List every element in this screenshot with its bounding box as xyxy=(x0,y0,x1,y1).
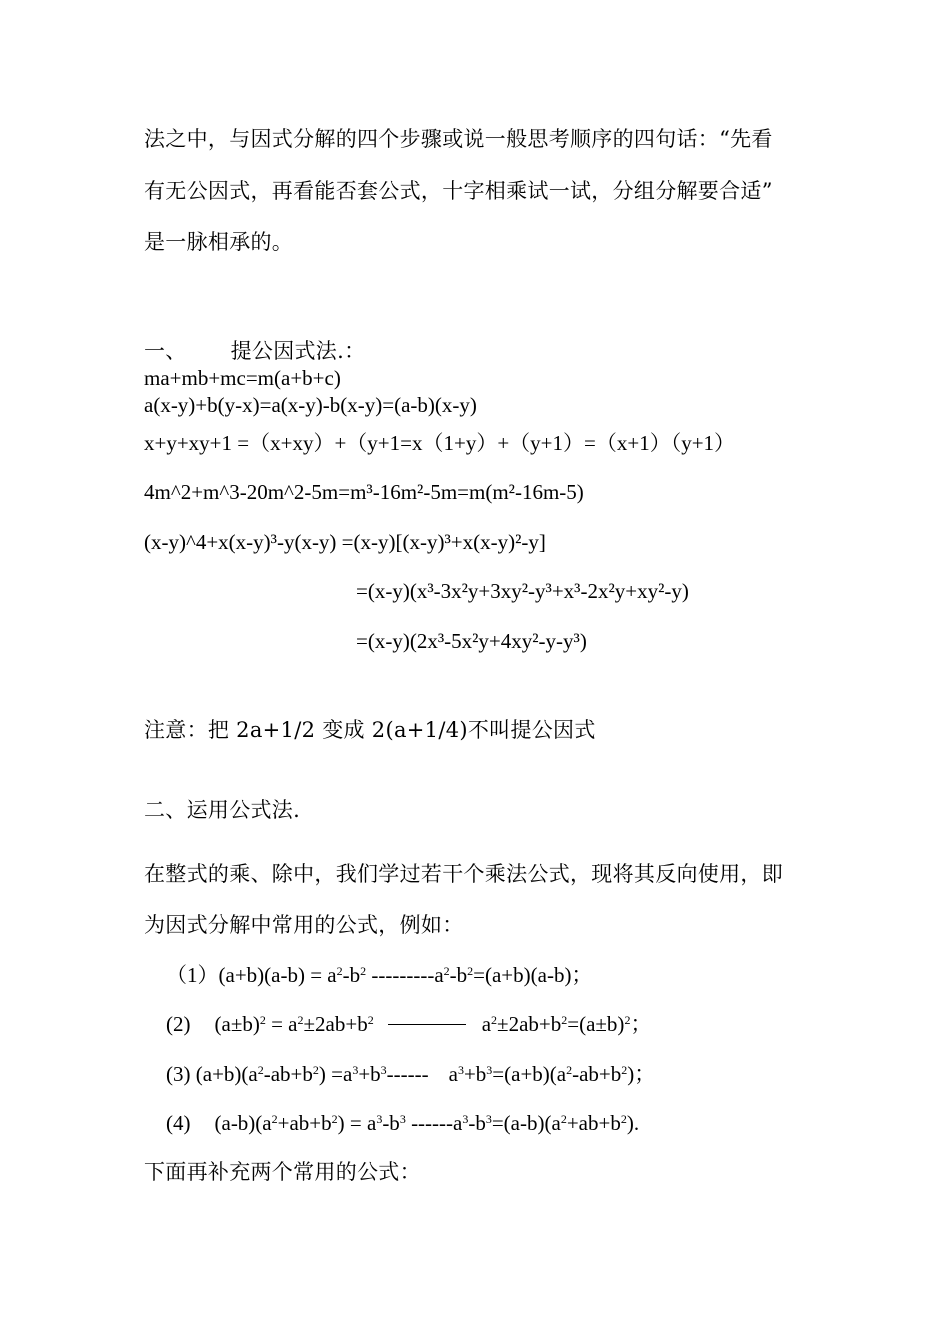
identity-2: (2) $(a\pm b)^2 = a^2\pm 2ab+b^2$ $a^2\pm 2ab+b^2=(a\pm b)^2$； xyxy=(166,1012,652,1036)
formula-line: x+y+xy+1 =（x+xy）+（y+1=x（1+y）+（y+1）=（x+1）（y+1） xyxy=(144,431,736,455)
section-1-heading xyxy=(144,338,365,364)
identity-number: (3) xyxy=(166,1062,191,1086)
long-dash xyxy=(388,1024,466,1025)
section-1-title: 提公因式法.： xyxy=(230,339,366,363)
formula-continuation: =(x-y)(2x³-5x²y+4xy²-y-y³) xyxy=(356,629,587,653)
formula-line: 4m^2+m^3-20m^2-5m=m³-16m²-5m=m(m²-16m-5) xyxy=(144,480,584,504)
identity-3: (3) $(a+b)(a^2-ab+b^2) =a^3+b^3------$ $a^3+b^3=(a+b)(a^2-ab+b^2)$； xyxy=(166,1062,656,1086)
note-line: 注意：把 2a+1/2 变成 2(a+1/4)不叫提公因式 xyxy=(144,718,596,742)
identity-4: (4) $(a-b)(a^2+ab+b^2) = a^3-b^3$ $------a^3-b^3=(a-b)(a^2+ab+b^2)$. xyxy=(166,1111,640,1135)
formula-continuation: =(x-y)(x³-3x²y+3xy²-y³+x³-2x²y+xy²-y) xyxy=(356,579,689,603)
intro-line-3: 是一脉相承的。 xyxy=(144,230,294,254)
section-2-para-line-2: 为因式分解中常用的公式，例如： xyxy=(144,913,464,937)
formula-line: ma+mb+mc=m(a+b+c) xyxy=(144,366,341,390)
identity-number: （1） xyxy=(166,963,219,987)
section-2-para-line-1: 在整式的乘、除中，我们学过若干个乘法公式，现将其反向使用，即 xyxy=(144,862,783,886)
intro-line-2: 有无公因式，再看能否套公式，十字相乘试一试，分组分解要合适” xyxy=(144,179,773,203)
formula-line: (x-y)^4+x(x-y)³-y(x-y) =(x-y)[(x-y)³+x(x-y)²-y] xyxy=(144,530,546,554)
identity-1: $(1)(a+b)(a-b) = a^2-b^2$ $---------a^2-b^2=(a+b)(a-b)$； xyxy=(166,963,593,987)
identity-number: (4) xyxy=(166,1111,191,1135)
section-2-heading: 二、运用公式法. xyxy=(144,798,301,822)
formula-line: a(x-y)+b(y-x)=a(x-y)-b(x-y)=(a-b)(x-y) xyxy=(144,393,477,417)
section-1-number: 一、 xyxy=(144,339,187,363)
intro-line-1: 法之中，与因式分解的四个步骤或说一般思考顺序的四句话：“先看 xyxy=(144,127,773,151)
closing-line: 下面再补充两个常用的公式： xyxy=(144,1160,421,1184)
identity-number: (2) xyxy=(166,1012,191,1036)
